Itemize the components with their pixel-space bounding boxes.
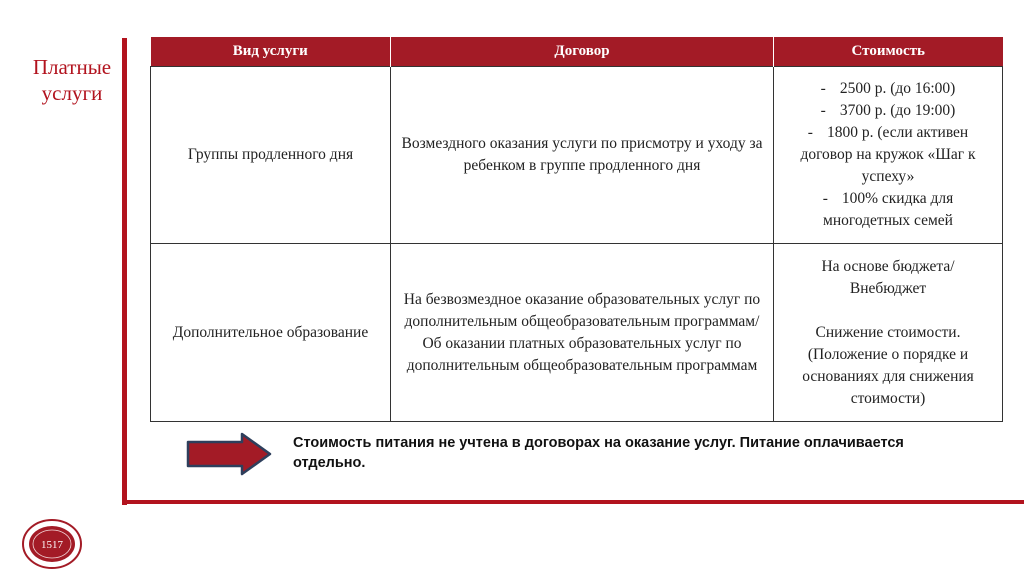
accent-vertical-line xyxy=(122,38,127,505)
cell-cost xyxy=(774,67,1003,244)
table-row xyxy=(151,67,1003,244)
cell-service: Группы продленного дня xyxy=(151,67,391,244)
logo-text: 1517 xyxy=(41,539,63,551)
header-contract: Договор xyxy=(391,37,774,67)
header-cost: Стоимость xyxy=(774,37,1003,67)
list-item: - 100% скидка для многодетных семей xyxy=(822,190,954,229)
price-list xyxy=(782,78,994,232)
cost-note: Снижение стоимости. (Положение о порядке и основаниях для снижения стоимости) xyxy=(802,323,974,407)
cell-contract: На безвозмездное оказание образовательных услуг по дополнительным общеобразовательным программам/Об оказании платных образовательных услуг по дополнительным общеобразовательным программам xyxy=(391,244,774,422)
arrow-right-icon xyxy=(186,432,272,476)
note-text: Стоимость питания не учтена в договорах на оказание услуг. Питание оплачивается отдельно. xyxy=(293,435,904,471)
school-emblem-icon xyxy=(20,518,84,570)
list-item: - 3700 р. (до 19:00) xyxy=(820,102,956,119)
list-item: - 2500 р. (до 16:00) xyxy=(820,80,956,97)
cell-contract: Возмездного оказания услуги по присмотру и уходу за ребенком в группе продленного дня xyxy=(391,67,774,244)
cell-service: Дополнительное образование xyxy=(151,244,391,422)
services-table xyxy=(150,37,1003,422)
page-title: Платные услуги xyxy=(32,55,112,105)
header-service: Вид услуги xyxy=(151,37,391,67)
list-item: - 1800 р. (если активен договор на кружок «Шаг к успеху» xyxy=(800,124,976,185)
cell-cost xyxy=(774,244,1003,422)
table-row xyxy=(151,244,1003,422)
cost-main: На основе бюджета/ Внебюджет xyxy=(821,257,955,297)
table-header-row xyxy=(151,37,1003,67)
accent-horizontal-line xyxy=(125,500,1024,504)
